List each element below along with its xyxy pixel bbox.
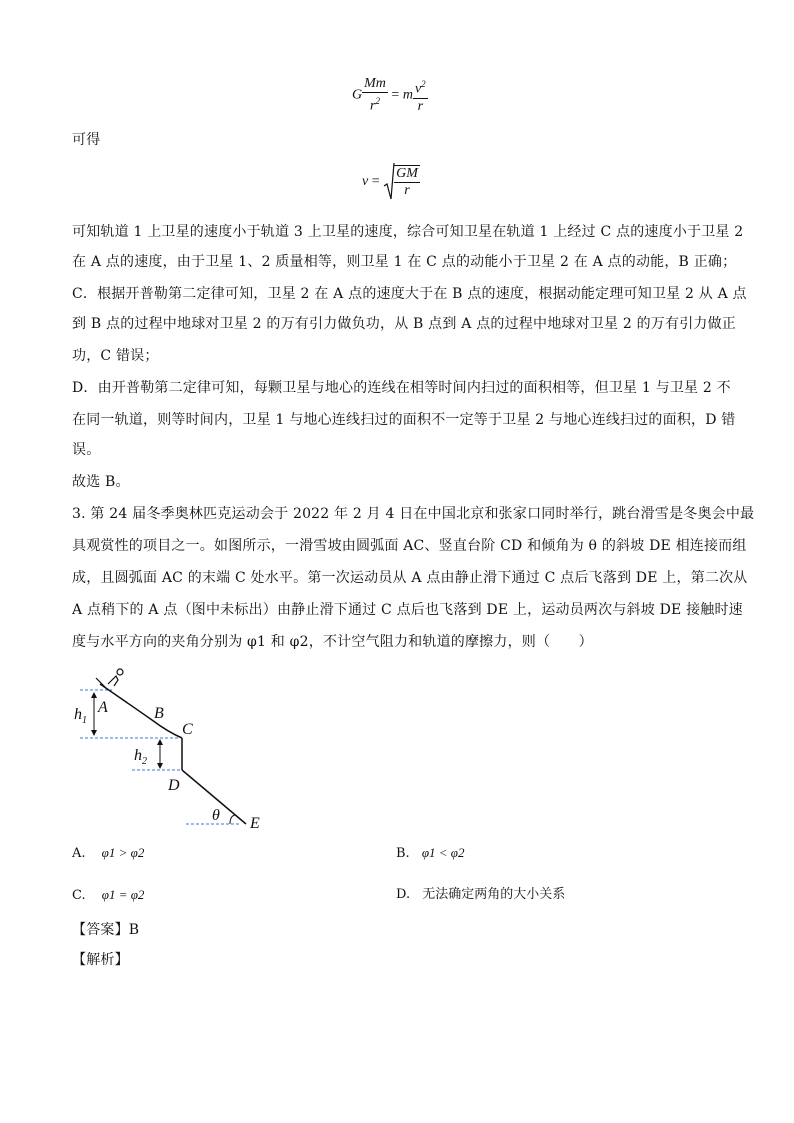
label-d: D <box>168 777 180 794</box>
answer-label: 【答案】B <box>72 922 140 938</box>
label-h2: $h_2$ <box>134 747 147 767</box>
option-text: 无法确定两角的大小关系 <box>422 887 566 902</box>
skier-icon <box>96 669 123 690</box>
fraction-mm-r2 <box>362 76 388 115</box>
formula-velocity <box>362 162 420 202</box>
angle-arc <box>230 815 235 824</box>
analysis-line: 功，C 错误； <box>72 348 159 364</box>
analysis-line: 在 A 点的速度，由于卫星 1、2 质量相等，则卫星 1 在 C 点的动能小于卫星 2 在 A 点的动能，B 正确； <box>72 254 737 270</box>
formula-gravitation <box>352 76 428 115</box>
exponent: 2 <box>421 79 426 89</box>
equals-sign: = <box>391 87 400 103</box>
option-text: φ1 > φ2 <box>101 845 145 860</box>
symbol-v: v <box>414 81 422 97</box>
formula-symbol: G <box>352 87 363 103</box>
text-kede: 可得 <box>72 132 101 148</box>
exponent: 2 <box>375 96 380 106</box>
symbol-v: v <box>362 174 369 189</box>
option-letter: D. <box>396 887 411 902</box>
numerator: Mm <box>364 76 386 91</box>
fraction-gm-r <box>394 165 420 199</box>
ski-slope-diagram <box>70 664 280 834</box>
question-line: 成，且圆弧面 AC 的末端 C 处水平。第一次运动员从 A 点由静止滑下通过 C 点后飞落到 DE 上，第二次从 <box>72 570 748 586</box>
fraction-v2-r <box>413 76 428 115</box>
option-b[interactable] <box>396 844 464 863</box>
label-h1: $h_1$ <box>74 706 87 726</box>
analysis-line: 可知轨道 1 上卫星的速度小于轨道 3 上卫星的速度，综合可知卫星在轨道 1 上经过 C 点的速度小于卫星 2 <box>72 224 744 240</box>
option-a[interactable] <box>72 844 144 863</box>
analysis-line: 误。 <box>72 442 101 458</box>
denominator: r <box>417 98 424 114</box>
h2-arrowhead-bottom <box>157 763 163 769</box>
option-text: φ1 = φ2 <box>101 887 145 902</box>
option-text: φ1 < φ2 <box>421 845 465 860</box>
option-c[interactable] <box>72 886 144 905</box>
label-c: C <box>182 721 193 738</box>
formula-symbol: m <box>402 87 413 103</box>
symbol-r: r <box>370 98 376 114</box>
label-theta: θ <box>212 807 220 824</box>
analysis-line: 在同一轨道，则等时间内，卫星 1 与地心连线扫过的面积不一定等于卫星 2 与地心连线扫过的面积，D 错 <box>72 412 736 428</box>
label-e: E <box>250 815 260 832</box>
analysis-line: C．根据开普勒第二定律可知，卫星 2 在 A 点的速度大于在 B 点的速度，根据动能定理可知卫星 2 从 A 点 <box>72 286 747 302</box>
question-line: A 点稍下的 A 点（图中未标出）由静止滑下通过 C 点后也飞落到 DE 上，运动员两次与斜坡 DE 接触时速 <box>72 602 743 618</box>
denominator: r <box>404 183 410 198</box>
h2-arrowhead-top <box>157 739 163 745</box>
numerator <box>413 76 428 99</box>
question-line: 具观赏性的项目之一。如图所示，一滑雪坡由圆弧面 AC、竖直台阶 CD 和倾角为 θ 的斜坡 DE 相连接而组 <box>72 538 747 554</box>
label-a: A <box>98 699 108 716</box>
question-line: 度与水平方向的夹角分别为 φ1 和 φ2，不计空气阻力和轨道的摩擦力，则（ ） <box>72 634 593 650</box>
denominator <box>362 93 388 115</box>
h1-arrowhead-bottom <box>91 730 97 736</box>
numerator: GM <box>396 166 418 181</box>
h1-arrowhead-top <box>91 692 97 698</box>
arc-ac <box>100 684 182 738</box>
label-b: B <box>154 705 164 722</box>
option-letter: C. <box>72 888 86 903</box>
option-letter: B. <box>396 846 410 861</box>
analysis-line: 到 B 点的过程中地球对卫星 2 的万有引力做负功，从 B 点到 A 点的过程中地球对卫星 2 的万有引力做正 <box>72 316 737 332</box>
option-letter: A. <box>72 846 86 861</box>
question-line: 3. 第 24 届冬季奥林匹克运动会于 2022 年 2 月 4 日在中国北京和张家口同时举行，跳台滑雪是冬奥会中最 <box>72 506 755 522</box>
equals-sign: = <box>371 174 380 189</box>
analysis-line: 故选 B。 <box>72 474 130 490</box>
option-d[interactable] <box>396 886 565 904</box>
analysis-line: D．由开普勒第二定律可知，每颗卫星与地心的连线在相等时间内扫过的面积相等，但卫星 1 与卫星 2 不 <box>72 380 731 396</box>
jiexi-label: 【解析】 <box>72 952 129 968</box>
